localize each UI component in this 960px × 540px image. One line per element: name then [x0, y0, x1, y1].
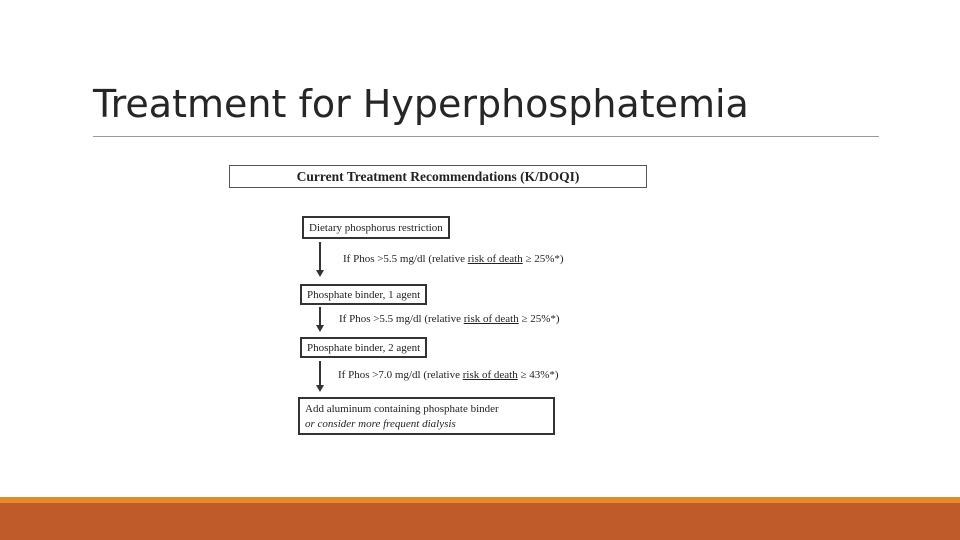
arrow-2-head — [316, 325, 324, 332]
step-binder-2-agent: Phosphate binder, 2 agent — [300, 337, 427, 358]
condition-1 — [343, 253, 564, 265]
arrow-1-head — [316, 270, 324, 277]
footer-band — [0, 503, 960, 540]
arrow-3-head — [316, 385, 324, 392]
condition-3 — [338, 369, 559, 381]
arrow-3-shaft — [319, 361, 321, 385]
arrow-1-shaft — [319, 242, 321, 270]
arrow-2-shaft — [319, 307, 321, 325]
condition-3-link: risk of death — [462, 369, 518, 381]
condition-2-post: ≥ 25%*) — [518, 313, 560, 325]
step-binder-1-agent: Phosphate binder, 1 agent — [300, 284, 427, 305]
condition-2 — [339, 313, 560, 325]
condition-1-post: ≥ 25%*) — [522, 253, 564, 265]
condition-3-post: ≥ 43%*) — [517, 369, 559, 381]
flowchart-header: Current Treatment Recommendations (K/DOQI) — [229, 165, 647, 188]
final-step-line2: or consider more frequent dialysis — [305, 418, 456, 430]
condition-2-link: risk of death — [463, 313, 519, 325]
step-dietary-restriction: Dietary phosphorus restriction — [302, 216, 450, 239]
condition-2-pre: If Phos >5.5 mg/dl (relative — [339, 313, 464, 325]
final-step-line1: Add aluminum containing phosphate binder — [305, 403, 499, 415]
condition-3-pre: If Phos >7.0 mg/dl (relative — [338, 369, 463, 381]
slide-title: Treatment for Hyperphosphatemia — [93, 82, 749, 126]
step-aluminum-or-dialysis — [298, 397, 555, 435]
condition-1-pre: If Phos >5.5 mg/dl (relative — [343, 253, 468, 265]
condition-1-link: risk of death — [467, 253, 523, 265]
